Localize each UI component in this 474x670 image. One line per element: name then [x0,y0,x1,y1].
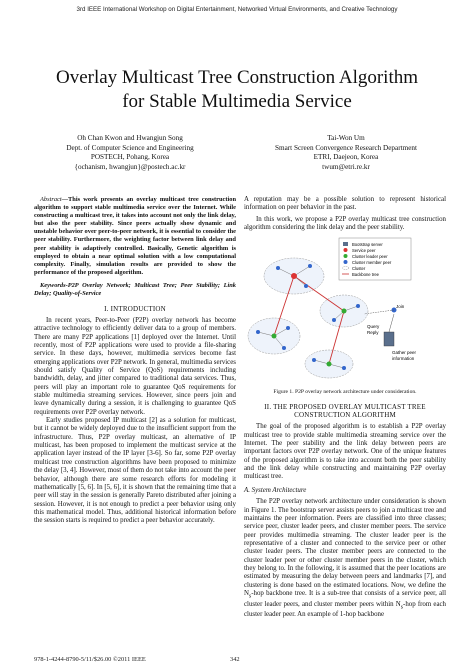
cluster-leader-node [272,334,277,339]
paragraph: In recent years, Peer-to-Peer (P2P) overlay network has become attractive technology to efficiently deliver data to a group of members. There are many P2P applications [1] deployed over the Internet. Until recently, most of P2P applications were used to provide a file-sharing service. In these days, however, multimedia services become fast emerging applications over P2P network. In general, multimedia services should satisfy Quality of Service (QoS) requirements including bandwidth, delay, and jitter compared to traditional data services. Thus, peers will play an important role to guarantee QoS requirements for stable multimedia streaming services. However, since peers join and leave dynamically during a session, it is challenging to guarantee QoS requirements over P2P overlay network. [34,316,236,416]
author-block-1 [30,134,230,172]
information-label: information [392,356,415,362]
query-label: Query [367,324,380,330]
cluster-leader-icon [344,254,348,258]
title-line-2: for Stable Multimedia Service [122,91,352,112]
figure-1 [244,236,446,386]
join-label: Join [396,304,405,310]
cluster-leader-node [342,309,347,314]
right-column [244,196,446,620]
keywords: Keywords-P2P Overlay Network; Multicast Tree; Peer Stability; Link Delay; Quality-of-Service [34,281,236,298]
section-heading-proposed-2: CONSTRUCTION ALGORITHM [294,411,396,420]
legend-label: Bootstrap server [352,242,383,248]
subsection-heading: A. System Architecture [244,486,307,494]
footer-isbn: 978-1-4244-8790-5/11/$26.00 ©2011 IEEE [34,656,146,663]
service-peer-node [291,273,297,279]
author-names: Oh Chan Kwon and Hwangjun Song [77,134,183,142]
reply-label: Reply [367,330,379,336]
legend-label: Cluster [352,266,366,272]
left-column [34,196,236,526]
figure-caption: Figure 1. P2P overlay network architecture under consideration. [273,389,417,396]
section-heading-introduction: I. INTRODUCTION [104,304,166,313]
bootstrap-server-icon [343,242,348,246]
author-email: {ochanism, hwangjun}@postech.ac.kr [74,162,186,171]
abstract-body: —This work presents an overlay multicast tree construction algorithm to support stable multimedia service over the Internet. While constructing a multicast tree, it takes into account not only the link delay, but also the peer stability. Since peers actually show dynamic and unstable behavior over peer-to-peer network, it is essential to consider the peer stability. Furthermore, the weighting factor between link delay and peer stability is adaptively controlled. Basically, Genetic algorithm is employed to obtain a near optimal solution with a low computational complexity. Finally, simulation results are provided to show the performance of the proposed algorithm. [34,196,236,276]
legend-label: Cluster leader peer [352,254,388,260]
section-heading-proposed: II. THE PROPOSED OVERLAY MULTICAST TREE [264,402,426,411]
page-number: 342 [230,656,240,663]
cluster-leader-node [327,362,332,367]
author-org: ETRI, Daejeon, Korea [313,153,379,161]
bootstrap-server-icon [384,332,394,346]
legend-label: Service peer [352,248,376,254]
author-dept: Smart Screen Convergence Research Department [275,143,417,152]
paragraph: The goal of the proposed algorithm is to establish a P2P overlay multicast tree to provide stable multimedia streaming service over the Internet. The peer stability and the link delay between peers are important factors over P2P overlay network. One of the unique features of the proposed algorithm is to take into account both the peer stability and the link delay while constructing and maintaining P2P overlay multicast tree. [244,423,446,481]
paragraph: A reputation may be a possible solution to represent historical information on peer behavior in the past. [244,196,446,212]
author-dept: Dept. of Computer Science and Engineering [66,143,194,152]
network-architecture-diagram [244,236,446,386]
author-email: twum@etri.re.kr [322,162,370,171]
cluster-member-icon [344,260,348,264]
gather-label: Gather peer [392,350,417,356]
legend-label: Cluster member peer [352,260,392,266]
paragraph: The P2P overlay network architecture under consideration is shown in Figure 1. The bootstrap server assists peers to join a multicast tree and maintains the peer information. Peers are classified into three classes; service peer, cluster leader peers, and cluster member peers. The service peer provides multimedia streaming. The cluster leader peer is the representative of a cluster and connected to the service peer or other cluster leader peers. The cluster member peers are connected to the cluster leader peer or other cluster member peers in the cluster, which they belong to. In the following, it is assumed that the peer locations are estimated by measuring the delay between peers and landmarks [7], and clustering is done based on the estimated locations. Now, we define the $N_s$-hop backbone tree. It is a sub-tree that consists of a service peer, all cluster leader peers, and cluster member peers within $N_s$-hop from each cluster leader peer. An example of 1-hop backbone [244,498,447,619]
paper-title [0,66,474,114]
author-names: Tai-Won Um [327,134,365,142]
service-peer-icon [344,248,348,252]
legend-label: Backbone tree [352,272,380,278]
title-line-1: Overlay Multicast Tree Construction Algorithm [55,67,419,88]
paragraph: Early studies proposed IP multicast [2] as a solution for multicast, but it cannot be widely deployed due to the insufficient support from the infrastructure. Thus, P2P overlay multicast, an alternative of IP multicast, has been proposed to implement the multicast service at the application layer instead of the IP layer [3-6]. So far, some P2P overlay multicast tree construction algorithms have been proposed to minimize the delay [3, 4]. However, most of them do not take into account the peer behavior, although there are some research efforts for modeling it mathematically [5, 6]. In [5, 6], it is shown that the remaining time that a peer will stay in the session is generally Pareto distributed after joining a session. However, it is not enough to predict a peer behavior using only this mathematical model. Thus, additional historical information before the session starts is required to predict a peer behavior accurately. [34,417,236,525]
abstract-label: Abstract [40,196,62,203]
query-arrow [389,314,394,332]
abstract [34,196,236,277]
paragraph: In this work, we propose a P2P overlay multicast tree construction algorithm considering the link delay and the peer stability. [244,215,446,232]
conference-header: 3rd IEEE International Workshop on Digital Entertainment, Networked Virtual Environments, and Creative Technology [76,6,398,13]
author-org: POSTECH, Pohang, Korea [90,153,170,161]
author-block-2 [246,134,446,172]
join-arrow [364,310,394,314]
